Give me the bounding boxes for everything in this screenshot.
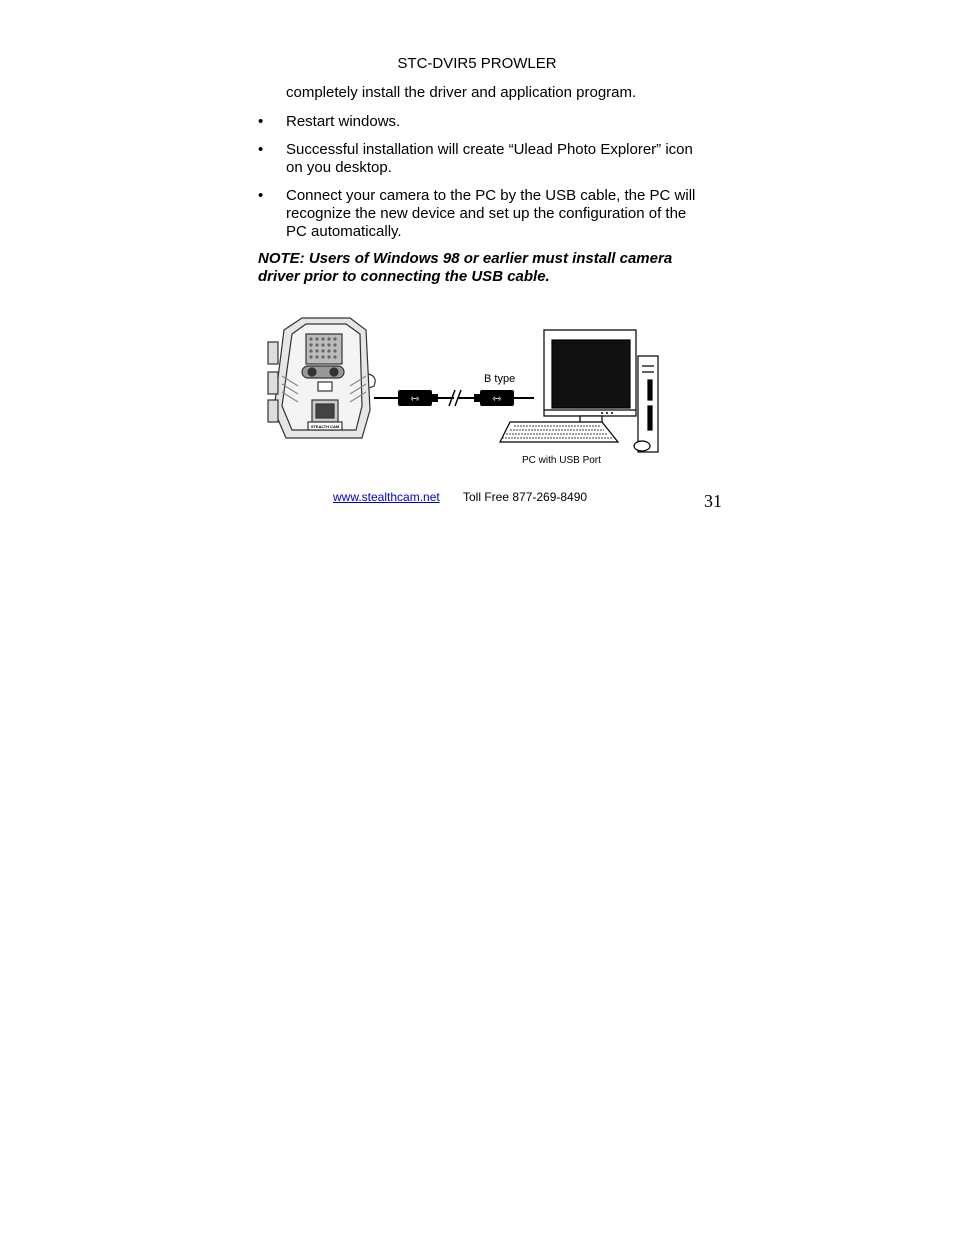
cable-label: B type (484, 373, 516, 385)
page-number: 31 (704, 491, 722, 511)
bullet-icon: • (258, 187, 264, 204)
list-item-line: recognize the new device and set up the configuration of the (286, 205, 687, 222)
list-item-line: PC automatically. (286, 223, 402, 240)
bullet-icon: • (258, 141, 264, 158)
bullet-icon: • (258, 113, 264, 130)
camera-logo: STEALTH CAM (310, 424, 340, 429)
website-link[interactable]: www.stealthcam.net (333, 490, 440, 504)
instruction-list (258, 113, 728, 251)
list-item-line: Connect your camera to the PC by the USB cable, the PC will (286, 187, 696, 204)
list-item (258, 187, 728, 241)
note-line: NOTE: Users of Windows 98 or earlier must install camera (258, 250, 673, 267)
usb-icon: ⇿ (410, 392, 420, 405)
list-item (258, 141, 728, 177)
usb-cable (374, 390, 534, 406)
trail-camera-illustration (268, 318, 375, 438)
toll-free-number: Toll Free 877-269-8490 (463, 490, 588, 504)
connection-diagram (262, 310, 672, 470)
note-text (258, 250, 718, 286)
list-item-line: Successful installation will create “Ulead Photo Explorer” icon (286, 141, 693, 158)
computer-illustration (500, 330, 658, 452)
usb-icon: ⇿ (492, 392, 502, 405)
list-item-line: Restart windows. (286, 113, 401, 130)
list-item (258, 113, 728, 131)
page-header: STC-DVIR5 PROWLER (397, 55, 557, 72)
note-line: driver prior to connecting the USB cable. (258, 268, 550, 285)
pc-label: PC with USB Port (522, 455, 601, 466)
list-item-line: on you desktop. (286, 159, 392, 176)
continuation-text: completely install the driver and application program. (286, 84, 637, 101)
